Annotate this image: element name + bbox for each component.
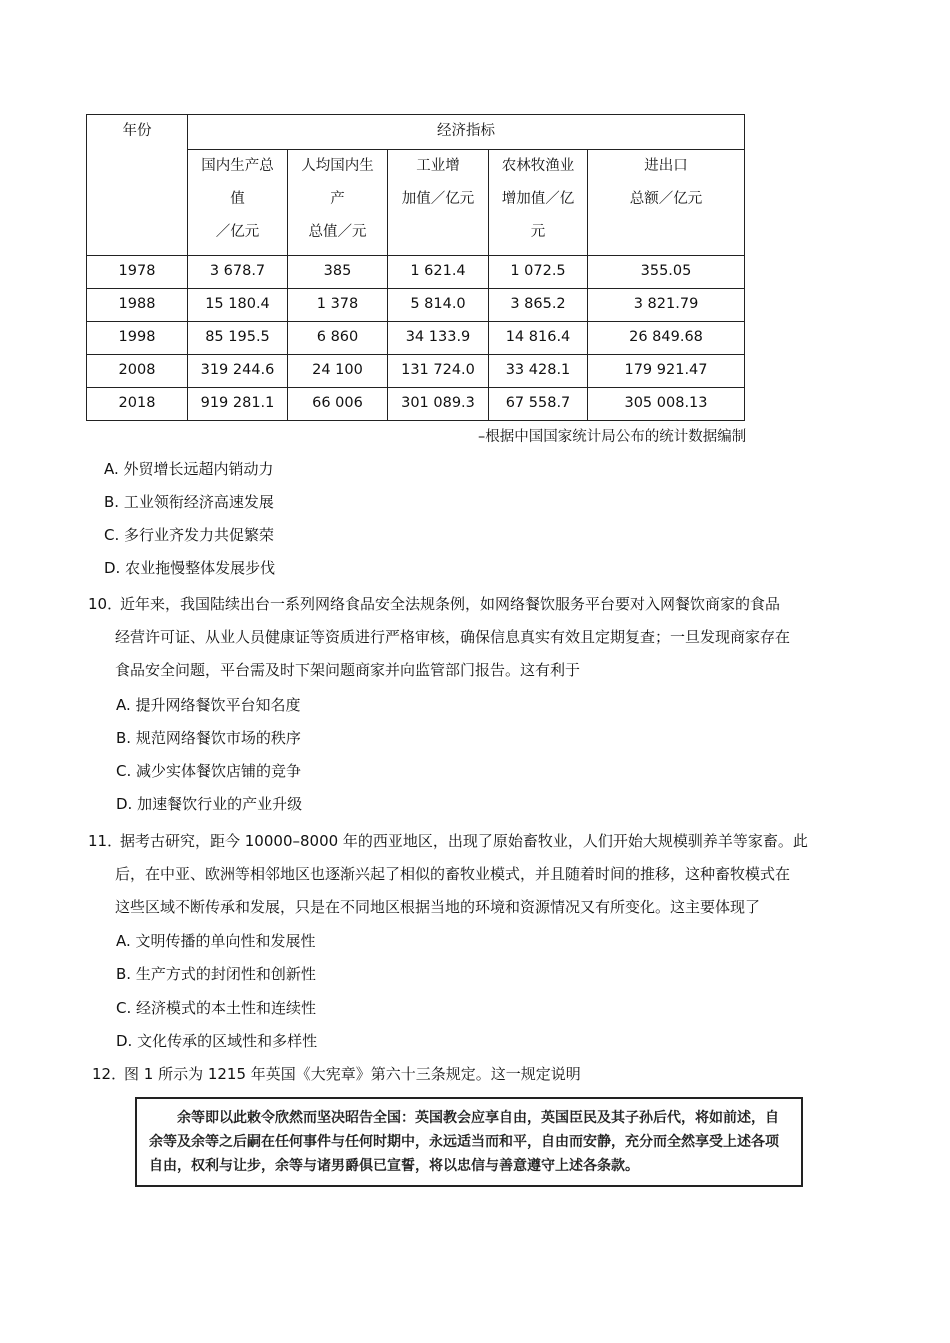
- year-cell: 1998: [87, 322, 188, 355]
- q10-stem-line-1: 近年来，我国陆续出台一系列网络食品安全法规条例，如网络餐饮服务平台要对入网餐饮商家的食品: [120, 595, 781, 613]
- q9-option-b[interactable]: B. 工业领衔经济高速发展: [104, 493, 274, 511]
- year-cell: 2008: [87, 355, 188, 388]
- q11-number: 11．: [88, 832, 123, 850]
- agri-cell: 1 072.5: [489, 256, 588, 289]
- year-cell: 1978: [87, 256, 188, 289]
- table-row: [87, 256, 745, 289]
- gdp-cell: 85 195.5: [188, 322, 288, 355]
- year-header: 年份: [87, 115, 188, 256]
- industry-cell: 34 133.9: [388, 322, 489, 355]
- q12-stem: 图 1 所示为 1215 年英国《大宪章》第六十三条规定。这一规定说明: [124, 1065, 581, 1083]
- gdp-cell: 319 244.6: [188, 355, 288, 388]
- magna-carta-excerpt: 余等即以此敕令欣然而坚决昭告全国：英国教会应享自由，英国臣民及其子孙后代，将如前述，自余等及余等之后嗣在任何事件与任何时期中，永远适当而和平，自由而安静，充分而全然享受上述各项自由，权利与让步，余等与诸男爵俱已宣誓，将以忠信与善意遵守上述各条款。: [135, 1097, 803, 1187]
- industry-cell: 1 621.4: [388, 256, 489, 289]
- q9-option-a[interactable]: A. 外贸增长远超内销动力: [104, 460, 274, 478]
- year-cell: 2018: [87, 388, 188, 421]
- q10-stem-line-2: 经营许可证、从业人员健康证等资质进行严格审核，确保信息真实有效且定期复查；一旦发现商家存在: [115, 628, 791, 646]
- per-capita-cell: 1 378: [288, 289, 388, 322]
- per-capita-cell: 24 100: [288, 355, 388, 388]
- year-cell: 1988: [87, 289, 188, 322]
- q11-stem-line-3: 这些区域不断传承和发展，只是在不同地区根据当地的环境和资源情况又有所变化。这主要体现了: [115, 898, 761, 916]
- q12-number: 12．: [92, 1065, 127, 1083]
- q11-stem-line-2: 后，在中亚、欧洲等相邻地区也逐渐兴起了相似的畜牧业模式，并且随着时间的推移，这种畜牧模式在: [115, 865, 791, 883]
- trade-cell: 305 008.13: [588, 388, 745, 421]
- table-row: [87, 388, 745, 421]
- q10-option-b[interactable]: B. 规范网络餐饮市场的秩序: [116, 729, 301, 747]
- q11-option-d[interactable]: D. 文化传承的区域性和多样性: [116, 1032, 318, 1050]
- per-capita-cell: 385: [288, 256, 388, 289]
- trade-cell: 355.05: [588, 256, 745, 289]
- industry-cell: 5 814.0: [388, 289, 489, 322]
- col-header-agriculture: 农林牧渔业 增加值／亿 元: [489, 150, 588, 256]
- gdp-cell: 919 281.1: [188, 388, 288, 421]
- q11-option-a[interactable]: A. 文明传播的单向性和发展性: [116, 932, 316, 950]
- col-header-per-capita: 人均国内生 产 总值／元: [288, 150, 388, 256]
- agri-cell: 3 865.2: [489, 289, 588, 322]
- table-row: [87, 355, 745, 388]
- indicator-group-header: 经济指标: [188, 115, 745, 150]
- q9-option-d[interactable]: D. 农业拖慢整体发展步伐: [104, 559, 276, 577]
- col-header-trade: 进出口 总额／亿元: [588, 150, 745, 256]
- agri-cell: 67 558.7: [489, 388, 588, 421]
- q10-number: 10．: [88, 595, 123, 613]
- q11-option-c[interactable]: C. 经济模式的本土性和连续性: [116, 999, 317, 1017]
- table-row: [87, 322, 745, 355]
- q10-option-c[interactable]: C. 减少实体餐饮店铺的竞争: [116, 762, 302, 780]
- q9-option-c[interactable]: C. 多行业齐发力共促繁荣: [104, 526, 275, 544]
- per-capita-cell: 6 860: [288, 322, 388, 355]
- col-header-industry: 工业增 加值／亿元: [388, 150, 489, 256]
- agri-cell: 33 428.1: [489, 355, 588, 388]
- gdp-cell: 15 180.4: [188, 289, 288, 322]
- industry-cell: 131 724.0: [388, 355, 489, 388]
- trade-cell: 179 921.47: [588, 355, 745, 388]
- q11-option-b[interactable]: B. 生产方式的封闭性和创新性: [116, 965, 316, 983]
- table-row: [87, 289, 745, 322]
- trade-cell: 26 849.68: [588, 322, 745, 355]
- economic-indicators-table: [86, 114, 745, 421]
- q10-option-a[interactable]: A. 提升网络餐饮平台知名度: [116, 696, 301, 714]
- gdp-cell: 3 678.7: [188, 256, 288, 289]
- q10-stem-line-3: 食品安全问题，平台需及时下架问题商家并向监管部门报告。这有利于: [115, 661, 581, 679]
- agri-cell: 14 816.4: [489, 322, 588, 355]
- per-capita-cell: 66 006: [288, 388, 388, 421]
- q11-stem-line-1: 据考古研究，距今 10000–8000 年的西亚地区，出现了原始畜牧业，人们开始大规模驯养羊等家畜。此: [120, 832, 808, 850]
- col-header-gdp: 国内生产总 值 ／亿元: [188, 150, 288, 256]
- q10-option-d[interactable]: D. 加速餐饮行业的产业升级: [116, 795, 303, 813]
- table-source-note: –根据中国国家统计局公布的统计数据编制: [478, 429, 747, 445]
- trade-cell: 3 821.79: [588, 289, 745, 322]
- industry-cell: 301 089.3: [388, 388, 489, 421]
